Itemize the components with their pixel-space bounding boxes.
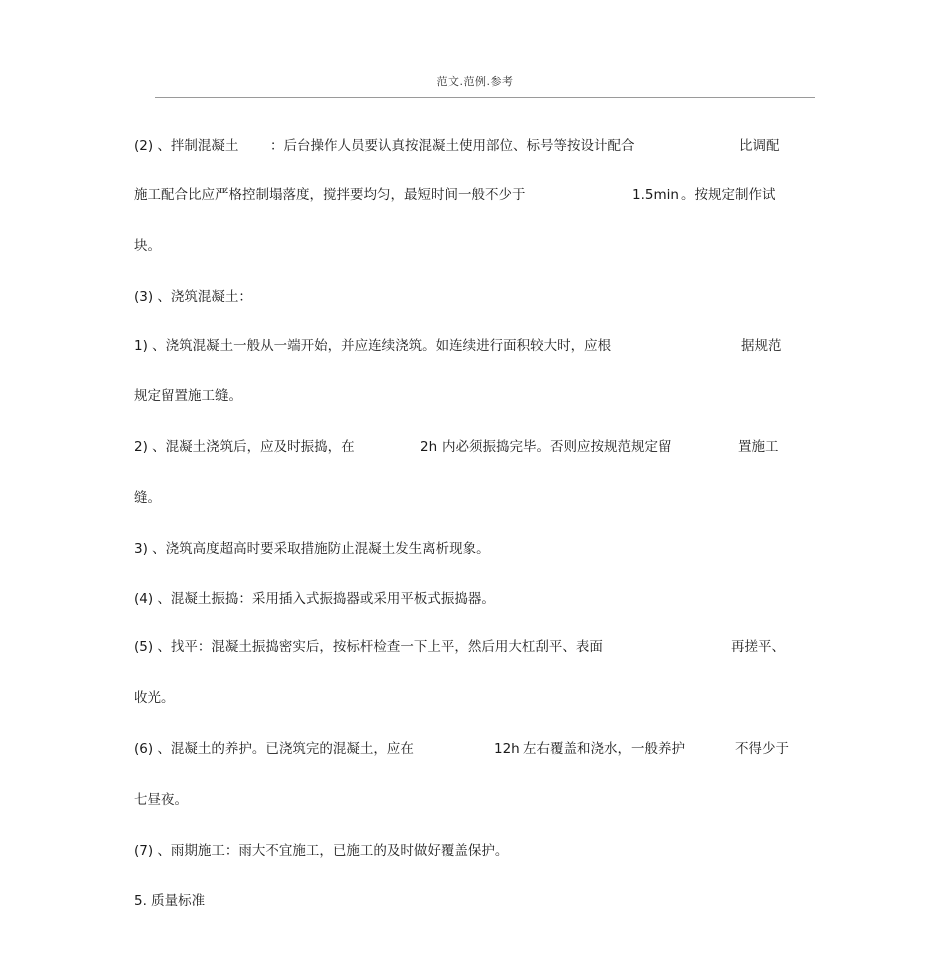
text-segment: 5. 质量标准 [134,893,206,909]
text-segment: 据规范 [741,338,782,354]
text-segment: (7) 、雨期施工：雨大不宜施工，已施工的及时做好覆盖保护。 [134,843,509,859]
text-segment: 比调配 [739,138,780,154]
text-segment: 收光。 [134,690,175,706]
text-segment: 1.5min [632,187,679,203]
text-segment: 内必须振捣完毕。否则应按规范规定留 [442,439,672,455]
text-segment: 缝。 [134,490,161,506]
text-segment: 块。 [134,238,161,254]
text-segment: (4) 、混凝土振捣：采用插入式振捣器或采用平板式振捣器。 [134,591,495,607]
text-segment: 七昼夜。 [134,792,188,808]
text-segment: 置施工 [738,439,779,455]
text-segment: 。按规定制作试 [681,187,776,203]
text-segment: (3) 、浇筑混凝土： [134,289,252,305]
text-segment: 施工配合比应严格控制塌落度，搅拌要均匀，最短时间一般不少于 [134,187,526,203]
text-segment: (6) 、混凝土的养护。已浇筑完的混凝土，应在 [134,741,414,757]
text-segment: 2) 、混凝土浇筑后，应及时振捣，在 [134,439,355,455]
text-segment: (2) 、拌制混凝土 [134,138,239,154]
text-segment: 规定留置施工缝。 [134,388,242,404]
text-segment: 不得少于 [735,741,789,757]
text-segment: 12h [494,741,520,757]
text-segment: 左右覆盖和浇水，一般养护 [523,741,685,757]
header-divider [155,97,815,98]
text-segment: (5) 、找平：混凝土振捣密实后，按标杆检查一下上平，然后用大杠刮平、表面 [134,639,603,655]
text-segment: 3) 、浇筑高度超高时要采取措施防止混凝土发生离析现象。 [134,541,490,557]
text-segment: 再搓平、 [731,639,785,655]
text-segment: ：后台操作人员要认真按混凝土使用部位、标号等按设计配合 [270,138,635,154]
page-header: 范文.范例.参考 [436,75,514,88]
text-segment: 2h [420,439,438,455]
text-segment: 1) 、浇筑混凝土一般从一端开始，并应连续浇筑。如连续进行面积较大时，应根 [134,338,612,354]
